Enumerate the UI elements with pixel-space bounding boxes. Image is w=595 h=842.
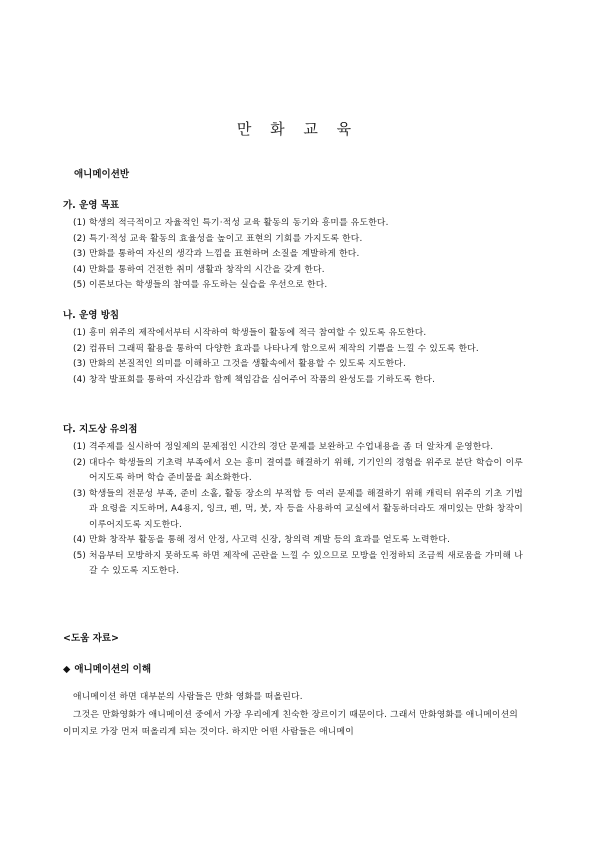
list-item xyxy=(63,357,523,373)
paragraph: 애니메이션 하면 대부분의 사람들은 만화 영화를 떠올린다. xyxy=(73,692,303,702)
list-item xyxy=(63,549,523,580)
page-title: 만 화 교 육 xyxy=(236,120,359,138)
item-text: 이론보다는 학생들의 참여를 유도하는 실습을 우선으로 한다. xyxy=(89,280,328,290)
list-item xyxy=(63,278,523,294)
list-item xyxy=(63,326,523,342)
resource-label: <도움 자료> xyxy=(63,633,119,644)
list-item xyxy=(63,487,523,534)
paragraph: 그것은 만화영화가 애니메이션 중에서 가장 우리에게 친숙한 장르이기 때문이다. 그래서 만화영화를 애니메이션의 이미지로 가장 먼저 떠올리게 되는 것이다. 하지만 어떤 사람들은 애니메이 xyxy=(63,709,518,737)
section-teaching-notes xyxy=(63,421,523,580)
list-item xyxy=(63,342,523,358)
list-item xyxy=(63,456,523,487)
item-number: (1) xyxy=(73,442,87,452)
item-number: (1) xyxy=(73,328,87,338)
topic-heading xyxy=(63,661,151,675)
item-number: (4) xyxy=(73,374,87,385)
item-number: (3) xyxy=(73,359,87,369)
item-text: 대다수 학생들의 기초력 부족에서 오는 흥미 결여를 해결하기 위해, 기기인의 경험을 위주로 분단 학습이 이루어지도록 하며 학습 준비물을 최소화한다. xyxy=(89,457,523,483)
item-text: 학생들의 전문성 부족, 준비 소홀, 활동 장소의 부적합 등 여러 문제를 해결하기 위해 캐릭터 위주의 기초 기법과 요령을 지도하며, A4용지, 잉크, 펜, 먹, 붓, 자 등을 사용하여 교실에서 활동하더라도 재미있는 만화 창작이 이루어지도록 지도한다. xyxy=(89,488,523,530)
item-number: (2) xyxy=(73,233,87,244)
item-text: 만화를 통하여 건전한 취미 생활과 창작의 시간을 갖게 한다. xyxy=(89,264,325,275)
list-item xyxy=(63,263,523,279)
item-text: 격주제를 실시하여 정일제의 문제점인 시간의 경단 문제를 보완하고 수업내용을 좀 더 알차게 운영한다. xyxy=(89,442,494,452)
section-operation-policy xyxy=(63,307,523,388)
item-number: (4) xyxy=(73,264,87,275)
item-number: (3) xyxy=(73,488,87,499)
item-text: 컴퓨터 그래픽 활용을 통하여 다양한 효과를 나타나게 함으로써 제작의 기쁨을 느낄 수 있도록 한다. xyxy=(89,343,479,354)
item-text: 창작 발표회를 통하여 자신감과 함께 책임감을 심어주어 작품의 완성도를 기하도록 한다. xyxy=(89,374,436,385)
item-number: (2) xyxy=(73,343,87,354)
list-item xyxy=(63,216,523,232)
diamond-bullet-icon: ◆ xyxy=(63,664,71,675)
item-text: 특기·적성 교육 활동의 효율성을 높이고 표현의 기회를 가지도록 한다. xyxy=(89,233,363,244)
list-item xyxy=(63,232,523,248)
list-item xyxy=(63,247,523,263)
topic-heading-text: 애니메이션의 이해 xyxy=(74,664,152,675)
section-heading: 다. 지도상 유의점 xyxy=(63,424,138,435)
section-heading: 가. 운영 목표 xyxy=(63,200,120,211)
item-number: (5) xyxy=(73,280,87,290)
item-text: 흥미 위주의 제작에서부터 시작하여 학생들이 활동에 적극 참여할 수 있도록 유도한다. xyxy=(89,328,427,338)
class-subtitle: 애니메이션반 xyxy=(74,169,130,180)
item-number: (5) xyxy=(73,550,87,561)
item-number: (1) xyxy=(73,218,87,228)
list-item xyxy=(63,440,523,456)
item-number: (4) xyxy=(73,535,87,545)
body-text xyxy=(63,689,518,742)
item-text: 만화를 통하여 자신의 생각과 느낌을 표현하며 소질을 계발하게 한다. xyxy=(89,249,360,259)
section-heading: 나. 운영 방침 xyxy=(63,310,120,321)
item-number: (3) xyxy=(73,249,87,259)
item-text: 만화 창작부 활동을 통해 정서 안정, 사고력 신장, 창의력 계발 등의 효과를 얻도록 노력한다. xyxy=(89,535,451,545)
item-number: (2) xyxy=(73,457,87,468)
list-item xyxy=(63,533,523,549)
item-text: 처음부터 모방하지 못하도록 하면 제작에 곤란을 느낄 수 있으므로 모방을 인정하되 조금씩 새로움을 가미해 나갈 수 있도록 지도한다. xyxy=(89,550,523,576)
item-text: 학생의 적극적이고 자율적인 특기·적성 교육 활동의 동기와 흥미를 유도한다. xyxy=(89,218,389,228)
list-item xyxy=(63,373,523,389)
item-text: 만화의 본질적인 의미를 이해하고 그것을 생활속에서 활용할 수 있도록 지도한다. xyxy=(89,359,406,369)
section-operation-goals xyxy=(63,197,523,294)
